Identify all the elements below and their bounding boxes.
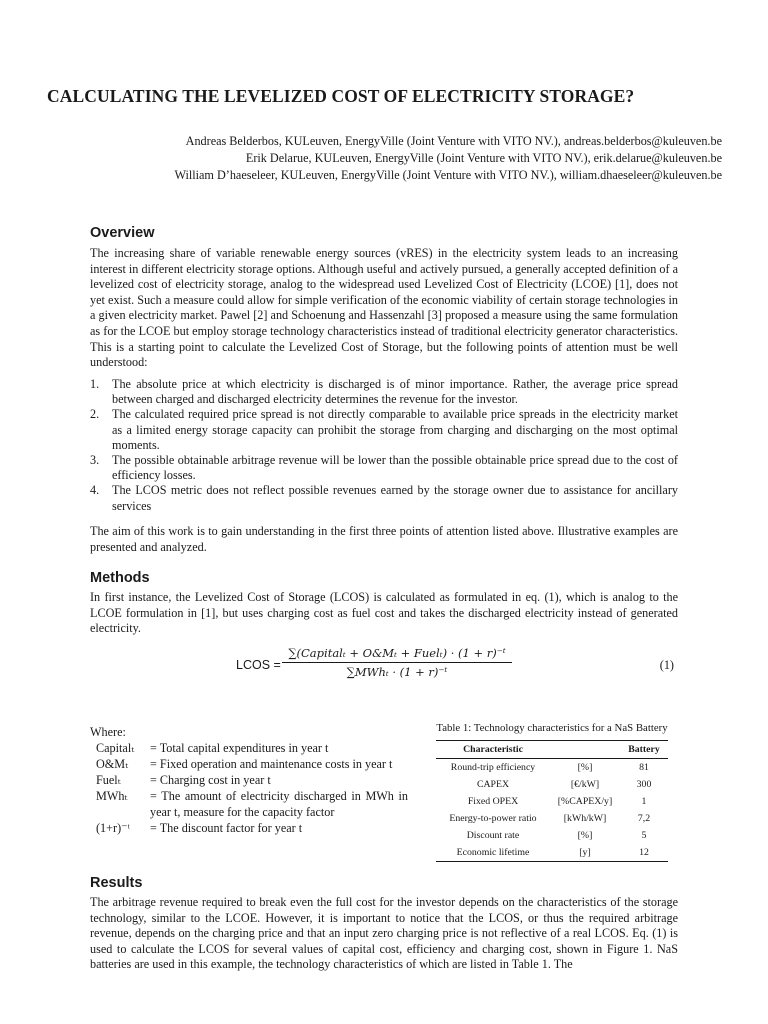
definition-row [90,788,408,820]
table-cell: Round-trip efficiency [450,762,536,773]
list-number: 1. [90,377,100,391]
table-cell: [kWh/kW] [563,813,607,824]
table-cell: [%] [577,762,593,773]
definition-row [90,820,408,836]
section-heading-methods: Methods [90,570,150,586]
list-item [90,377,678,407]
definition-row [90,772,408,788]
technology-table [436,740,668,862]
definition-symbol: (1+r)⁻ᵗ [96,821,130,835]
methods-paragraph: In first instance, the Levelized Cost of Storage (LCOS) is calculated as formulated in eq. (1), which is analog to the LCOE formulation in [1], but uses charging cost as fuel cost and takes the discharged electricity instead of generated electricity. [90,590,678,636]
list-item-text: The LCOS metric does not reflect possible revenues earned by the storage owner due to assistance for ancillary services [112,483,678,513]
list-item [90,453,678,483]
definition-symbol: O&Mₜ [96,757,129,771]
table-row [436,793,668,810]
table-cell: [€/kW] [570,779,600,790]
table-row [436,844,668,862]
definition-symbol: Fuelₜ [96,773,121,787]
where-label: Where: [90,725,126,739]
table-cell: 300 [636,779,652,790]
table-row [436,776,668,793]
list-number: 2. [90,407,100,422]
list-number: 3. [90,453,100,468]
table-cell: Fixed OPEX [467,796,519,807]
table-cell: [y] [550,844,620,862]
table-cell: Economic lifetime [436,844,550,862]
table-cell: 1 [641,796,647,807]
table-cell: 7,2 [637,813,651,824]
author-line: William D’haeseleer, KULeuven, EnergyVille (Joint Venture with VITO NV.), william.dhaeseleer@kuleuven.be [174,168,722,182]
list-item-text: The possible obtainable arbitrage revenue will be lower than the possible obtainable price spread due to the cost of efficiency losses. [112,453,678,483]
list-item-text: The calculated required price spread is not directly comparable to available price spreads in the electricity market as a limited energy storage capacity can prohibit the storage from charging and discharging on the most optimal moments. [112,407,678,452]
table-cell: CAPEX [476,779,510,790]
technology-table-block [428,722,676,862]
definition-text: = Charging cost in year t [150,773,271,787]
author-line: Andreas Belderbos, KULeuven, EnergyVille (Joint Venture with VITO NV.), andreas.belderbos@kuleuven.be [185,134,722,148]
results-paragraph: The arbitrage revenue required to break even the full cost for the investor depends on the characteristics of the storage technology, similar to the LCOE. However, it is important to notice that the LCOS, or thus the required arbitrage revenue, depends on the charging price and that an input zero charging price is not reflective of a real LCOS. Eq. (1) is used to calculate the LCOS for several values of capital cost, efficiency and charging cost, shown in Figure 1. NaS batteries are used in this example, the technology characteristics of which are listed in Table 1. The [90,895,678,972]
equation-number: (1) [659,658,674,672]
table-cell: 12 [620,844,668,862]
definition-row [90,740,408,756]
attention-points-list [90,377,678,514]
list-item [90,483,678,513]
definition-text: = The amount of electricity discharged in MWh in year t, measure for the capacity factor [150,789,408,819]
table-cell: Energy-to-power ratio [449,813,537,824]
aim-paragraph: The aim of this work is to gain understanding in the first three points of attention listed above. Illustrative examples are presented and analyzed. [90,524,678,554]
table-cell: [%CAPEX/y] [557,796,613,807]
equation-lhs: LCOS = [236,658,281,672]
table-header: Characteristic [436,741,550,759]
section-heading-overview: Overview [90,225,155,241]
table-cell: 81 [639,762,649,773]
definition-text: = The discount factor for year t [150,821,303,835]
section-heading-results: Results [90,875,143,891]
variable-definitions [90,724,408,836]
table-caption: Table 1: Technology characteristics for a NaS Battery [436,722,668,734]
equation-numerator: ∑(Capitalₜ + O&Mₜ + Fuelₜ) · (1 + r)⁻ᵗ [282,646,512,663]
definition-text: = Total capital expenditures in year t [150,741,329,755]
definition-symbol: MWhₜ [96,789,128,803]
table-cell: [%] [577,830,593,841]
author-line: Erik Delarue, KULeuven, EnergyVille (Joint Venture with VITO NV.), erik.delarue@kuleuven.be [245,151,722,165]
table-header: Battery [620,741,668,759]
table-cell: Discount rate [466,830,520,841]
table-header-row [436,741,668,759]
equation-fraction [282,646,512,679]
paper-title: CALCULATING THE LEVELIZED COST OF ELECTRICITY STORAGE? [47,86,635,106]
table-row [436,759,668,777]
table-row [436,827,668,844]
table-header [550,741,620,759]
list-number: 4. [90,483,100,498]
lcos-equation [90,646,678,688]
table-row [436,810,668,827]
definition-row [90,756,408,772]
equation-denominator: ∑MWhₜ · (1 + r)⁻ᵗ [346,665,448,679]
table-cell: 5 [641,830,647,841]
definition-symbol: Capitalₜ [96,741,135,755]
definition-text: = Fixed operation and maintenance costs in year t [150,757,393,771]
author-list [82,133,722,184]
list-item-text: The absolute price at which electricity is discharged is of minor importance. Rather, the average price spread between charged and discharged electricity determines the revenue for the investor. [112,377,678,407]
overview-paragraph: The increasing share of variable renewable energy sources (vRES) in the electricity system leads to an increasing interest in different electricity storage options. Although useful and actively pursued, a generally accepted definition of a levelized cost of electricity storage, analog to the widespread used Levelized Cost of Electricity (LCOE) [1], does not yet exist. Such a measure could allow for simple verification of the economic viability of certain storage technologies in a given electricity market. Pawel [2] and Schoenung and Hassenzahl [3] proposed a measure using the same formulation as for the LCOE but employ storage technology characteristics instead of traditional electricity generator characteristics. This is a starting point to calculate the Levelized Cost of Storage, but the following points of attention must be well understood: [90,246,678,370]
list-item [90,407,678,453]
